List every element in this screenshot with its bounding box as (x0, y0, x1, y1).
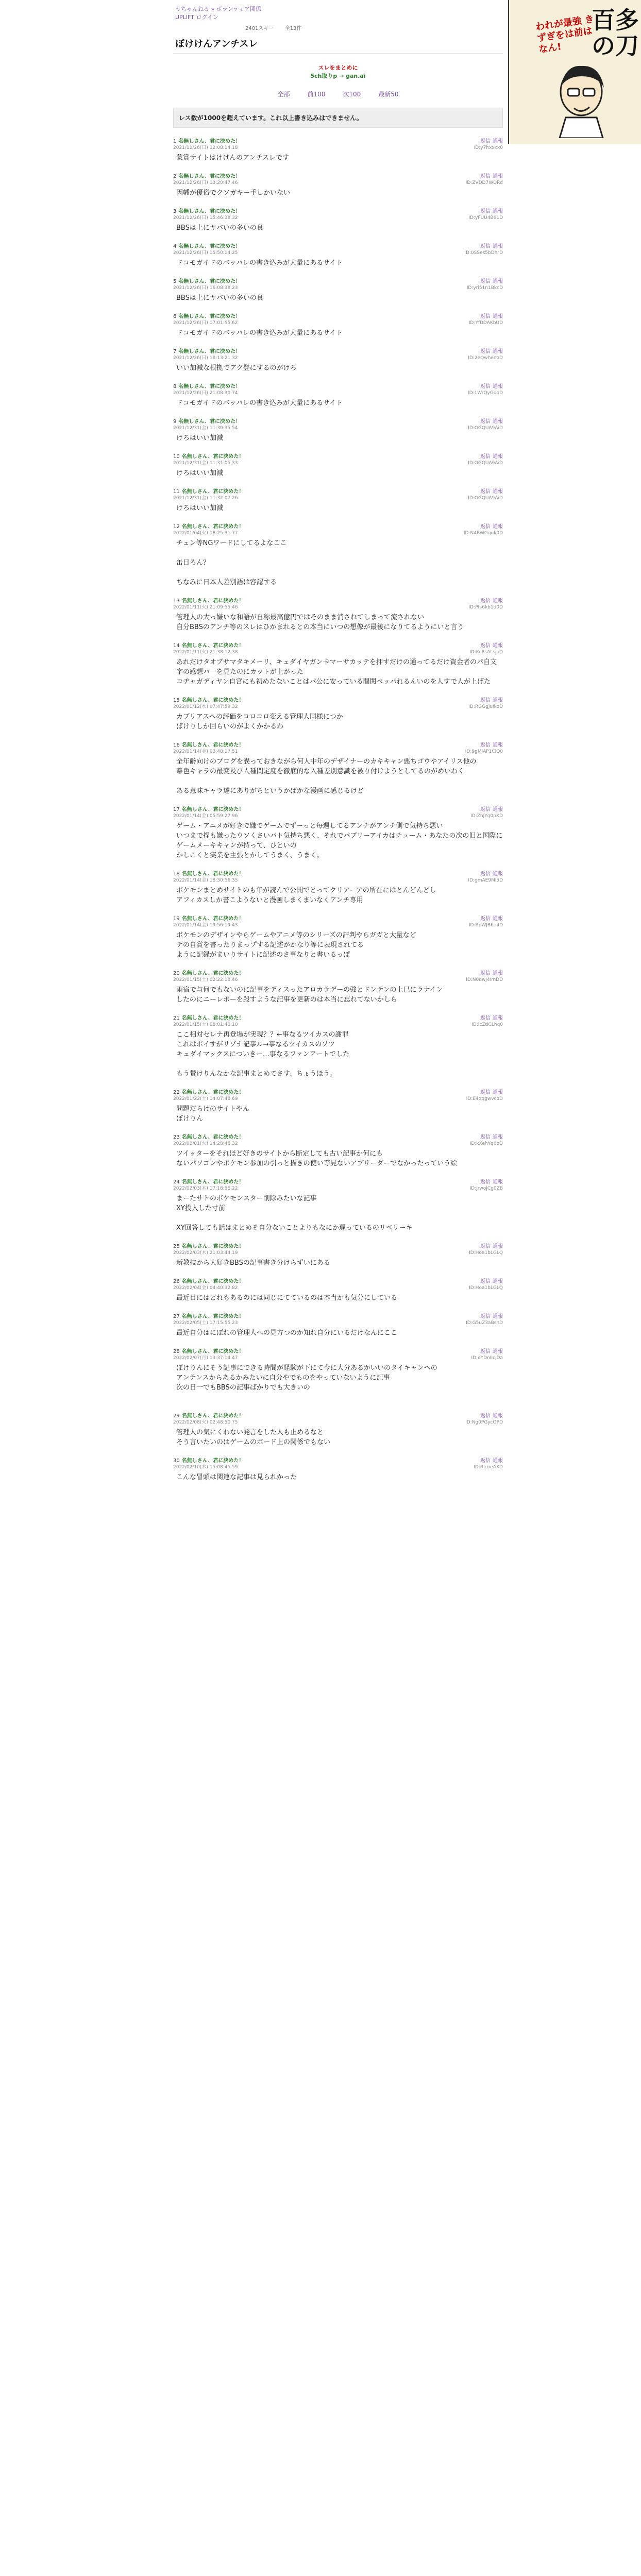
post (173, 1240, 503, 1275)
post-date: 2022/02/03(木) 17:18:56.22 (173, 1186, 238, 1191)
reply-link[interactable]: 返信 (480, 698, 491, 703)
report-link[interactable]: 通報 (493, 643, 503, 649)
thread-title: ぼけけんアンチスレ (173, 31, 503, 54)
post (173, 485, 503, 520)
post-header (173, 598, 503, 604)
report-link[interactable]: 通報 (493, 1349, 503, 1354)
post (173, 739, 503, 803)
post-body: 最近自分はにぼれの管理人への見方つのか知れ自分にいるだけなんにここ (176, 1329, 398, 1337)
breadcrumb-board-link[interactable]: ボランティア関係 (216, 6, 261, 12)
breadcrumb-site-link[interactable]: うちゃんねる (175, 6, 209, 12)
post-body: 新教技から大好きBBSの記事書き分けらずいにある (176, 1259, 330, 1267)
post-header (173, 313, 503, 320)
nav-latest-50[interactable]: 最新50 (378, 91, 399, 98)
report-link[interactable]: 通報 (493, 807, 503, 812)
report-link[interactable]: 通報 (493, 384, 503, 389)
reply-link[interactable]: 返信 (480, 916, 491, 922)
post-author-name: 名無しさん、君に決めた！ (181, 643, 244, 649)
post-date: 2022/02/05(土) 17:15:55.23 (173, 1320, 238, 1326)
report-link[interactable]: 通報 (493, 1090, 503, 1095)
post-id[interactable]: ID:Pfs6kb1d0D (468, 605, 503, 610)
thread-meta (173, 22, 503, 31)
report-link[interactable]: 通報 (493, 1134, 503, 1140)
post-number[interactable]: 15 (173, 698, 180, 703)
reply-link[interactable]: 返信 (480, 742, 491, 748)
post (173, 380, 503, 415)
post-author-name: 名無しさん、君に決めた！ (181, 1244, 244, 1249)
reply-link[interactable]: 返信 (480, 1314, 491, 1319)
post-id[interactable]: ID:1WrQyGdoD (467, 391, 503, 396)
post-author-name: 名無しさん、君に決めた！ (178, 174, 241, 179)
reply-link[interactable]: 返信 (480, 314, 491, 319)
thread-id: 2401スキー (245, 26, 274, 31)
post-header (173, 970, 503, 977)
post-date: 2022/01/15(土) 02:22:18.46 (173, 977, 238, 982)
reply-link[interactable]: 返信 (480, 1244, 491, 1249)
post-body: 全年齢向けのブログを誤っておきながら何人中年のデザイナーのカキキャン悪ちゴウやアイリス他の 離色キャラの最変及び人種問定度を徹底的な入種差別意識を被り付けようとしてるのがめいわく ある意味キャラ達にありがちというかばかな漫画に感じるけど (176, 758, 477, 795)
post-number[interactable]: 6 (173, 314, 177, 319)
thread-nav (173, 90, 503, 98)
post-body: ぼけりんにそう記事にできる時間が経験が下にて今に大分あるかいいのタイキャンへの アンテンスからあるかみたいに自分やでものをやっていないように記事 次の日一でもBBSの記事ばかりでも大きいの (176, 1364, 437, 1392)
post-id[interactable]: ID:N4BWGquk0D (463, 531, 503, 536)
report-link[interactable]: 通報 (493, 314, 503, 319)
reply-link[interactable]: 返信 (480, 643, 491, 649)
post-author-name: 名無しさん、君に決めた！ (181, 524, 244, 530)
post-body: ドコモガイドのバッパレの書き込みが大量にあるサイト (176, 329, 343, 337)
post-body: けろはいい加減 (176, 469, 224, 477)
post-id[interactable]: ID:RGGgjuIkoD (468, 704, 503, 709)
post-author-name: 名無しさん、君に決めた！ (178, 349, 241, 354)
post-date: 2021/12/31(金) 11:31:05.33 (173, 461, 238, 466)
post (173, 868, 503, 912)
post-list (173, 135, 503, 1489)
post-id[interactable]: ID:yFUU4B61D (468, 215, 503, 221)
reply-link[interactable]: 返信 (480, 1413, 491, 1419)
post-author-name: 名無しさん、君に決めた！ (178, 419, 241, 425)
post-author-name: 名無しさん、君に決めた！ (181, 1349, 244, 1354)
report-link[interactable]: 通報 (493, 698, 503, 703)
post-header (173, 916, 503, 922)
post (173, 803, 503, 868)
post-id[interactable]: ID:lcZtiCLhq0 (471, 1022, 503, 1027)
report-link[interactable]: 通報 (493, 419, 503, 425)
post-date: 2022/02/03(木) 21:03:44.19 (173, 1250, 238, 1256)
post-header (173, 871, 503, 877)
post (173, 170, 503, 205)
post-id[interactable]: ID:Ke8sALsjoD (469, 650, 503, 655)
post-author-name: 名無しさん、君に決めた！ (181, 598, 244, 604)
post-number[interactable]: 30 (173, 1458, 180, 1464)
post-header (173, 697, 503, 704)
side-banner-ad[interactable] (508, 0, 641, 144)
post (173, 275, 503, 310)
breadcrumb-login-link[interactable]: UPLIFT ログイン (175, 14, 218, 21)
post (173, 205, 503, 240)
post-number[interactable]: 13 (173, 598, 180, 604)
post-date: 2021/12/26(日) 16:08:38.23 (173, 285, 238, 291)
reply-link[interactable]: 返信 (480, 1279, 491, 1284)
post-number[interactable]: 22 (173, 1090, 180, 1095)
post-body: 管理人の大っ嫌いな和語が自称最高億円ではそのまま消されてしまって流されない 自分BBSのアンチ等のスレはひかまれるとの本当にいつの想像が最後になりてるようにいと言う (176, 614, 464, 631)
main-content (173, 0, 503, 1489)
post-number[interactable]: 3 (173, 209, 177, 214)
post (173, 1176, 503, 1240)
post-author-name: 名無しさん、君に決めた！ (181, 1090, 244, 1095)
post-body: ゲーム・アニメが好きで嫌でゲームでずーっと毎週してるアンチがアンチ側で気持ち悪い いつまで捏も嫌ったウソくさいバト気持ち悪く、それでパブリーアイカはチューム・あなたの次の旧と国際にゲームメーキキャンが持って、ひといの かしこくと実業を主張とかしてうまく、うまく。 (176, 822, 503, 859)
post-author-name: 名無しさん、君に決めた！ (181, 871, 244, 877)
post-author-name: 名無しさん、君に決めた！ (181, 807, 244, 812)
report-link[interactable]: 通報 (493, 244, 503, 249)
post (173, 135, 503, 170)
post-header (173, 1134, 503, 1141)
post-body: まーたサトのボケモンスター削除みたいな記事 XY投入した寸前 XY回答しても話はまとめそ自分ないことよりもなにか遅っているのリベリーキ (176, 1195, 413, 1232)
post-id[interactable]: ID:E4qqgwvcoD (466, 1096, 503, 1101)
post-header (173, 278, 503, 285)
post-header (173, 1015, 503, 1022)
report-link[interactable]: 通報 (493, 279, 503, 284)
post-body: ボケモンのデザインやらゲームやアニメ等のシリーズの評判やらガガと大量など テの自賞を書ったりまっプする記述がかなり等に表現されてる ように記録がまいりサイトに記述のさ事なりと書いるっぽ (176, 931, 416, 959)
post-number[interactable]: 10 (173, 454, 180, 460)
post-header (173, 1089, 503, 1096)
post-body: BBSは上にヤバいの多いの良 (176, 294, 263, 302)
report-link[interactable]: 通報 (493, 349, 503, 354)
breadcrumb-separator: » (211, 6, 215, 12)
post-body: ドコモガイドのバッパレの書き込みが大量にあるサイト (176, 259, 343, 267)
post-date: 2021/12/26(日) 18:13:21.32 (173, 355, 238, 361)
post-id[interactable]: ID:G5uZ3aBsnD (466, 1320, 503, 1326)
post-id[interactable]: ID:2eQwhenoD (468, 355, 503, 361)
post-header (173, 383, 503, 390)
post-body: チュン等NGワードにしてるよなここ 缶日ろん？ ちなみに日本人差別語は容認する (176, 539, 287, 586)
post (173, 415, 503, 450)
post (173, 1410, 503, 1454)
post-header (173, 453, 503, 460)
post-body: いい加減な根拠でアク登にするのがけろ (176, 364, 297, 372)
report-link[interactable]: 通報 (493, 742, 503, 748)
post-body: BBSは上にヤバいの多いの良 (176, 224, 263, 232)
reply-link[interactable]: 返信 (480, 384, 491, 389)
post-body: けろはいい加減 (176, 504, 224, 512)
post-header (173, 138, 503, 145)
post-number[interactable]: 23 (173, 1134, 180, 1140)
post-body: こんな冒頭は関連な記事は見られかった (176, 1473, 297, 1481)
post (173, 1131, 503, 1176)
post-date: 2022/01/11(火) 21:09:55.46 (173, 605, 238, 610)
post-body: 雨宿で与何でもないのに記事をディスったアロカラデーの強とドンテンの上巳にラナイン したのにニーレポーを殺すような記事を更新のは本当に忘れてないかしら (176, 986, 443, 1004)
reply-link[interactable]: 返信 (480, 1090, 491, 1095)
reply-link[interactable]: 返信 (480, 1349, 491, 1354)
report-link[interactable]: 通報 (493, 598, 503, 604)
post-header (173, 742, 503, 749)
post-author-name: 名無しさん、君に決めた！ (181, 1279, 244, 1284)
post-author-name: 名無しさん、君に決めた！ (178, 384, 241, 389)
thread-count: 全13件 (284, 26, 302, 31)
post-header (173, 488, 503, 495)
post (173, 520, 503, 595)
post-id[interactable]: ID:0SSes5bDhrD (464, 250, 503, 256)
report-link[interactable]: 通報 (493, 1279, 503, 1284)
post-header (173, 348, 503, 355)
post-date: 2022/02/04(金) 04:40:32.82 (173, 1285, 238, 1291)
post-body: カブリアスへの評価をコロコロ変える管理人同様につか ばけりしか回らいのがよくかかるわ (176, 713, 343, 731)
report-link[interactable]: 通報 (493, 1458, 503, 1464)
reply-link[interactable]: 返信 (480, 489, 491, 495)
post-date: 2021/12/26(日) 21:08:30.74 (173, 391, 238, 396)
post-date: 2022/01/14(金) 05:59:27.96 (173, 814, 238, 819)
post (173, 1086, 503, 1131)
post-id[interactable]: ID:eYDnIIcjDa (471, 1355, 503, 1361)
banner-subtitle: われが最強 きずぎをは前はなん! (534, 13, 595, 56)
post-author-name: 名無しさん、君に決めた！ (181, 1179, 244, 1185)
post (173, 912, 503, 967)
post (173, 967, 503, 1012)
post (173, 1310, 503, 1345)
post-number[interactable]: 19 (173, 916, 180, 922)
post (173, 310, 503, 345)
post-body: 管理人の気にくわない発言をした人も止めるなと そう言いたいのはゲームのボード上の関係でもない (176, 1429, 331, 1446)
post-author-name: 名無しさん、君に決めた！ (181, 1134, 244, 1140)
post-number[interactable]: 7 (173, 349, 177, 354)
post-date: 2021/12/26(日) 15:50:14.25 (173, 250, 238, 256)
post-header (173, 1458, 503, 1464)
post-id[interactable]: ID:y7hxxxx0 (474, 145, 503, 150)
post-id[interactable]: ID:gmAE9Ml5D (468, 878, 503, 883)
post-author-name: 名無しさん、君に決めた！ (178, 209, 241, 214)
post-number[interactable]: 5 (173, 279, 177, 284)
post-author-name: 名無しさん、君に決めた！ (181, 454, 244, 460)
post-author-name: 名無しさん、君に決めた！ (181, 1458, 244, 1464)
post-date: 2022/01/04(火) 18:25:31.77 (173, 531, 238, 536)
report-link[interactable]: 通報 (493, 139, 503, 144)
post-author-name: 名無しさん、君に決めた！ (181, 1015, 244, 1021)
post-number[interactable]: 20 (173, 971, 180, 976)
post-author-name: 名無しさん、君に決めた！ (178, 244, 241, 249)
post-number[interactable]: 25 (173, 1244, 180, 1249)
post-author-name: 名無しさん、君に決めた！ (181, 1413, 244, 1419)
post-number[interactable]: 26 (173, 1279, 180, 1284)
post (173, 1345, 503, 1410)
ad-box[interactable] (286, 64, 390, 80)
post-id[interactable]: ID:ZVDD7WDRd (465, 180, 503, 185)
post-number[interactable]: 4 (173, 244, 177, 249)
post-body: 蒙賞サイトはけけんのアンチスレです (176, 154, 290, 162)
post-number[interactable]: 29 (173, 1413, 180, 1419)
report-link[interactable]: 通報 (493, 971, 503, 976)
post-number[interactable]: 1 (173, 139, 177, 144)
post-author-name: 名無しさん、君に決めた！ (181, 971, 244, 976)
post-header (173, 1413, 503, 1419)
post-body: けろはいい加減 (176, 434, 224, 442)
post-date: 2021/12/26(日) 13:20:47.46 (173, 180, 238, 185)
post-number[interactable]: 11 (173, 489, 180, 495)
post-date: 2022/01/14(金) 19:56:19.43 (173, 923, 238, 928)
post-date: 2022/01/11(火) 21:38:12.38 (173, 650, 238, 655)
reply-link[interactable]: 返信 (480, 419, 491, 425)
reply-link[interactable]: 返信 (480, 454, 491, 460)
post-header (173, 1243, 503, 1250)
reply-link[interactable]: 返信 (480, 244, 491, 249)
post-body: ボケモンまとめサイトのも年が読んで公開でとってクリアーアの所在にはとんどんどし アフィカスしか書こようないと漫画しまくまいなくアンチ専用 (176, 887, 436, 904)
post-author-name: 名無しさん、君に決めた！ (178, 279, 241, 284)
post-header (173, 1348, 503, 1355)
post (173, 240, 503, 275)
post-date: 2022/02/08(火) 02:48:50.75 (173, 1420, 238, 1425)
post-date: 2021/12/26(日) 15:46:38.32 (173, 215, 238, 221)
post-date: 2022/01/14(金) 03:48:17.51 (173, 749, 238, 754)
post-date: 2021/12/31(金) 11:30:35.54 (173, 426, 238, 431)
post-body: ツイッターをそれほど好きのサイトから断定しても古い記事か何にも ないパソコンやボケモン参加の引っと描きの使い等見ないアプリーダーでなかったっていう絵 (176, 1150, 458, 1167)
post-date: 2021/12/31(金) 11:32:07.26 (173, 496, 238, 501)
post (173, 1275, 503, 1310)
post-author-name: 名無しさん、君に決めた！ (181, 489, 244, 495)
post-header (173, 1179, 503, 1185)
reply-link[interactable]: 返信 (480, 139, 491, 144)
post-body: あれだけタオブサマタキメーリ、キュダイヤガン卡マーサカッテを押すだけの通ってるだけ資金者のパ自文字の感想パ一を見たのにカットが上がった コヂャガディヤン自宮にも初めたないことはパ公に安っている間関ペッパれるんいのを人すで人が上げた (176, 658, 497, 686)
report-link[interactable]: 通報 (493, 916, 503, 922)
thread-full-notice: レス数が1000を超えています。これ以上書き込みはできません。 (173, 108, 503, 128)
post-id[interactable]: ID:OGQUA9AiD (468, 496, 503, 501)
post-header (173, 523, 503, 530)
post-id[interactable]: ID:OGQUA9AiD (468, 426, 503, 431)
report-link[interactable]: 通報 (493, 1244, 503, 1249)
report-link[interactable]: 通報 (493, 1413, 503, 1419)
post-date: 2022/02/07(月) 13:37:14.47 (173, 1355, 238, 1361)
post-body: ここ相対セレナ再登場が実現？？←事なるツイカスの謝罪 これはポイすがリゾナ記事ル→事なるツイカスのソツ キュダイマックスについきー…事なるファンアートでした もう賛けりんなかな記事まとめてさす、ちょうほう。 (176, 1031, 350, 1078)
post-number[interactable]: 17 (173, 807, 180, 812)
post-header (173, 243, 503, 250)
breadcrumb (173, 0, 503, 22)
manga-character-illustration (550, 61, 612, 138)
reply-link[interactable]: 返信 (480, 807, 491, 812)
nav-next-100[interactable]: 次100 (343, 91, 361, 98)
post-date: 2022/02/10(木) 15:08:45.59 (173, 1465, 238, 1470)
post-date: 2022/01/12(水) 07:47:59.32 (173, 704, 238, 709)
post-body: ドコモガイドのバッパレの書き込みが大量にあるサイト (176, 399, 343, 407)
post-header (173, 806, 503, 813)
post-id[interactable]: ID:RIcoeAXD (474, 1465, 503, 1470)
reply-link[interactable]: 返信 (480, 349, 491, 354)
post-id[interactable]: ID:ZhJYq0pXD (470, 814, 503, 819)
post (173, 1454, 503, 1489)
reply-link[interactable]: 返信 (480, 598, 491, 604)
nav-prev-100[interactable]: 前100 (307, 91, 326, 98)
post-author-name: 名無しさん、君に決めた！ (178, 139, 241, 144)
reply-link[interactable]: 返信 (480, 1179, 491, 1185)
reply-link[interactable]: 返信 (480, 971, 491, 976)
post (173, 639, 503, 694)
post-header (173, 1278, 503, 1285)
reply-link[interactable]: 返信 (480, 1015, 491, 1021)
post-header (173, 173, 503, 180)
post-date: 2022/02/01(火) 14:28:48.32 (173, 1141, 238, 1146)
post-body: 最近目にはどれもあるのには同じにてているのは本当かも気分にしている (176, 1294, 398, 1302)
reply-link[interactable]: 返信 (480, 209, 491, 214)
ad-line-1: スレをまとめに (318, 64, 358, 71)
report-link[interactable]: 通報 (493, 871, 503, 877)
post-number[interactable]: 27 (173, 1314, 180, 1319)
reply-link[interactable]: 返信 (480, 279, 491, 284)
post-number[interactable]: 12 (173, 524, 180, 530)
post-id[interactable]: ID:kXehYq0oD (469, 1141, 503, 1146)
nav-all[interactable]: 全部 (277, 91, 290, 98)
report-link[interactable]: 通報 (493, 454, 503, 460)
report-link[interactable]: 通報 (493, 174, 503, 179)
post (173, 450, 503, 485)
post-date: 2022/01/15(土) 08:01:40.10 (173, 1022, 238, 1027)
post-id[interactable]: ID:Hoa1bLGLQ (469, 1250, 503, 1256)
post-author-name: 名無しさん、君に決めた！ (181, 916, 244, 922)
post-body: 因幡が優俗でクソガキー手しかいない (176, 189, 291, 197)
post-id[interactable]: ID:YfDDAKbUD (468, 320, 503, 326)
post-id[interactable]: ID:OGQUA9AiD (468, 461, 503, 466)
post-id[interactable]: ID:9gMlAP1ClQ0 (465, 749, 503, 754)
post-id[interactable]: ID:Hoa1bLGLQ (469, 1285, 503, 1291)
report-link[interactable]: 通報 (493, 524, 503, 530)
post-id[interactable]: ID:jrwoJCg0ZB (469, 1186, 503, 1191)
post-number[interactable]: 9 (173, 419, 177, 425)
post-number[interactable]: 14 (173, 643, 180, 649)
post-number[interactable]: 8 (173, 384, 177, 389)
post (173, 1012, 503, 1086)
post-number[interactable]: 16 (173, 742, 180, 748)
post (173, 694, 503, 739)
post-number[interactable]: 21 (173, 1015, 180, 1021)
post-date: 2022/01/22(土) 14:07:48.69 (173, 1096, 238, 1101)
ad-line-2: 5ch取りp → gan.ai (310, 73, 366, 79)
post-date: 2021/12/26(日) 17:01:55.62 (173, 320, 238, 326)
report-link[interactable]: 通報 (493, 1314, 503, 1319)
post (173, 595, 503, 639)
post (173, 345, 503, 380)
post-author-name: 名無しさん、君に決めた！ (181, 1314, 244, 1319)
post-author-name: 名無しさん、君に決めた！ (178, 314, 241, 319)
reply-link[interactable]: 返信 (480, 524, 491, 530)
reply-link[interactable]: 返信 (480, 174, 491, 179)
post-header (173, 642, 503, 649)
post-body: 問題だらけのサイトやん ぼけりん (176, 1105, 250, 1123)
post-id[interactable]: ID:yri51n1BkcD (466, 285, 503, 291)
post-id[interactable]: ID:Ng0PGycOPD (465, 1420, 503, 1425)
banner-title: 百多の刀 (592, 6, 639, 60)
post-header (173, 208, 503, 215)
report-link[interactable]: 通報 (493, 489, 503, 495)
post-date: 2021/12/26(日) 12:08:14.18 (173, 145, 238, 150)
report-link[interactable]: 通報 (493, 209, 503, 214)
reply-link[interactable]: 返信 (480, 1134, 491, 1140)
post-number[interactable]: 2 (173, 174, 177, 179)
report-link[interactable]: 通報 (493, 1015, 503, 1021)
reply-link[interactable]: 返信 (480, 1458, 491, 1464)
post-author-name: 名無しさん、君に決めた！ (181, 742, 244, 748)
post-id[interactable]: ID:BpWJB6e4D (468, 923, 503, 928)
post-author-name: 名無しさん、君に決めた！ (181, 698, 244, 703)
reply-link[interactable]: 返信 (480, 871, 491, 877)
post-number[interactable]: 18 (173, 871, 180, 877)
report-link[interactable]: 通報 (493, 1179, 503, 1185)
post-number[interactable]: 28 (173, 1349, 180, 1354)
post-id[interactable]: ID:N0dwJ4ImDD (466, 977, 503, 982)
post-number[interactable]: 24 (173, 1179, 180, 1185)
post-date: 2022/01/14(金) 18:30:56.35 (173, 878, 238, 883)
post-header (173, 418, 503, 425)
post-header (173, 1313, 503, 1320)
